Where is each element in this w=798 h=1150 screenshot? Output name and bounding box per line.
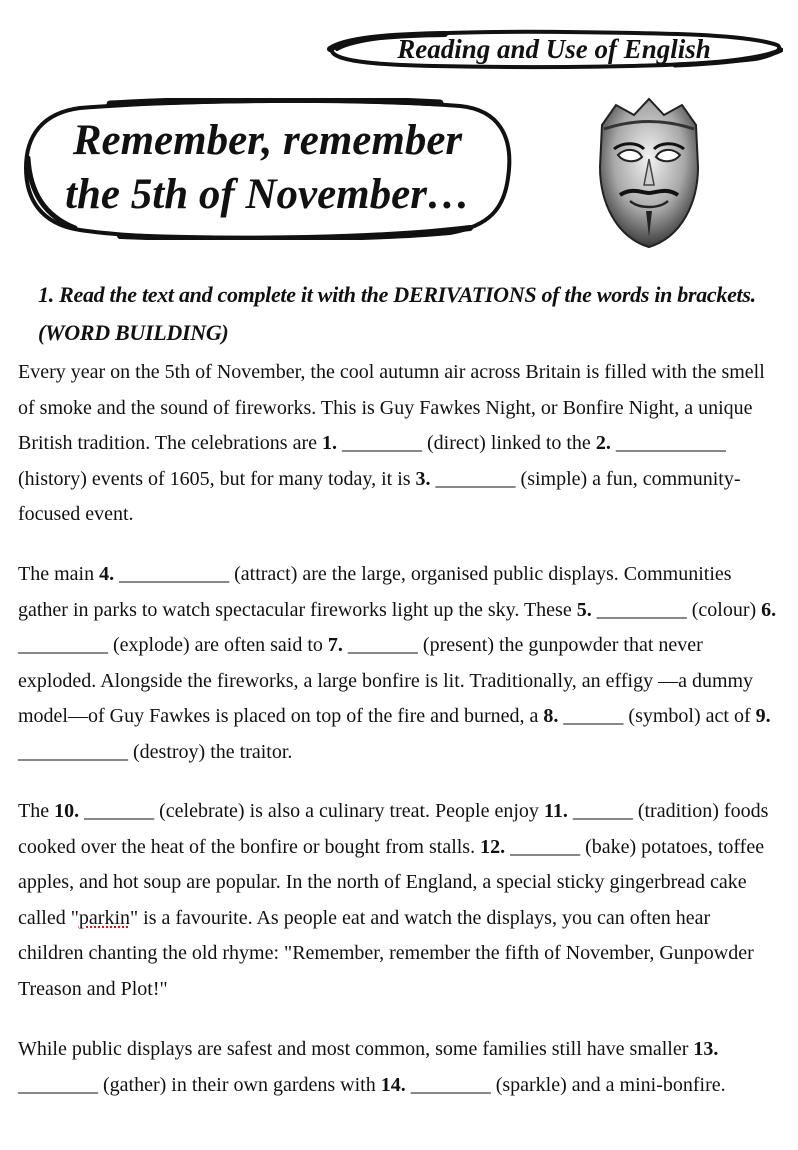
gap-blank-3: ________	[435, 467, 516, 490]
gap-number-1: 1.	[321, 432, 337, 455]
gap-number-4: 4.	[99, 563, 115, 585]
text-run: (symbol) act of	[628, 705, 756, 728]
gap-blank-4: ___________	[119, 563, 230, 585]
text-run: (tradition) foods cooked over the heat of the bonfire or bought from stalls.	[18, 800, 769, 858]
text-run: The	[18, 800, 55, 822]
page-title	[30, 114, 505, 222]
title-line-1: Remember, remember	[72, 117, 463, 164]
gap-number-14: 14.	[380, 1073, 406, 1096]
text-run: (gather) in their own gardens with	[103, 1073, 381, 1096]
text-run: (attract) are the large, organised public displays. Communities gather in parks to watch spectacular fireworks light up the sky. These	[18, 563, 732, 621]
paragraph-4	[18, 1032, 780, 1103]
parkin-word: parkin	[78, 906, 131, 929]
gap-blank-13: ________	[18, 1073, 98, 1096]
text-run: (direct) linked to the	[426, 432, 596, 455]
text-run: (celebrate) is also a culinary treat. People enjoy	[159, 800, 544, 822]
gap-number-8: 8.	[543, 705, 559, 728]
text-run: (sparkle) and a mini-bonfire.	[495, 1073, 726, 1096]
text-run: (destroy) the traitor.	[133, 740, 293, 763]
gap-blank-9: ___________	[18, 740, 128, 763]
guy-fawkes-mask-image	[594, 97, 704, 249]
gap-blank-10: _______	[84, 800, 155, 822]
header-title: Reading and Use of English	[397, 34, 711, 64]
gap-blank-12: _______	[510, 835, 581, 858]
text-run: " is a favourite. As people eat and watch the displays, you can often hear children chanting the old rhyme: "Remember, remember the fifth of November, Gunpowder Treason and Plot!"	[18, 906, 754, 1000]
title-line-2: the 5th of November…	[65, 171, 470, 218]
gap-number-11: 11.	[543, 800, 568, 822]
gap-number-3: 3.	[415, 467, 431, 490]
gap-number-5: 5.	[576, 598, 592, 621]
section-header	[325, 28, 783, 70]
gap-blank-11: ______	[572, 800, 633, 822]
text-run: (present) the gunpowder that never exploded. Alongside the fireworks, a large bonfire is lit. Traditionally, an effigy —a dummy model—of Guy Fawkes is placed on top of the fire and burned, a	[18, 634, 754, 728]
text-run: (simple) a fun, community-focused event.	[18, 467, 741, 526]
gap-blank-6: _________	[18, 634, 108, 657]
gap-number-13: 13.	[693, 1038, 719, 1060]
text-run: (colour)	[691, 598, 762, 621]
gap-blank-8: ______	[563, 705, 624, 728]
text-run: (explode) are often said to	[113, 634, 328, 657]
gap-blank-1: ________	[341, 432, 422, 455]
paragraph-3	[18, 794, 780, 1008]
gap-blank-7: _______	[347, 634, 418, 657]
paragraph-2	[18, 557, 780, 771]
gap-number-2: 2.	[595, 432, 611, 455]
gap-blank-2: ___________	[615, 432, 726, 455]
gap-blank-5: _________	[596, 598, 687, 621]
text-run: Every year on the 5th of November, the cool autumn air across Britain is filled with the smell of smoke and the sound of fireworks. This is Guy Fawkes Night, or Bonfire Night, a unique British tradition. The celebrations are	[18, 361, 765, 455]
paragraph-1	[18, 355, 780, 533]
text-run: (history) events of 1605, but for many today, it is	[18, 467, 416, 490]
gap-number-6: 6.	[761, 598, 777, 621]
text-run: While public displays are safest and most common, some families still have smaller	[18, 1038, 694, 1060]
gap-number-7: 7.	[327, 634, 343, 657]
gap-number-9: 9.	[755, 705, 771, 728]
gap-number-10: 10.	[54, 800, 80, 822]
text-run: The main	[18, 563, 100, 585]
title-banner	[20, 98, 515, 240]
text-run: (bake) potatoes, toffee apples, and hot soup are popular. In the north of England, a special sticky gingerbread cake called "	[18, 835, 765, 929]
gap-number-12: 12.	[480, 835, 506, 858]
exercise-instruction: 1. Read the text and complete it with the DERIVATIONS of the words in brackets. (WORD BUILDING)	[38, 282, 756, 345]
gap-blank-14: ________	[410, 1073, 491, 1096]
